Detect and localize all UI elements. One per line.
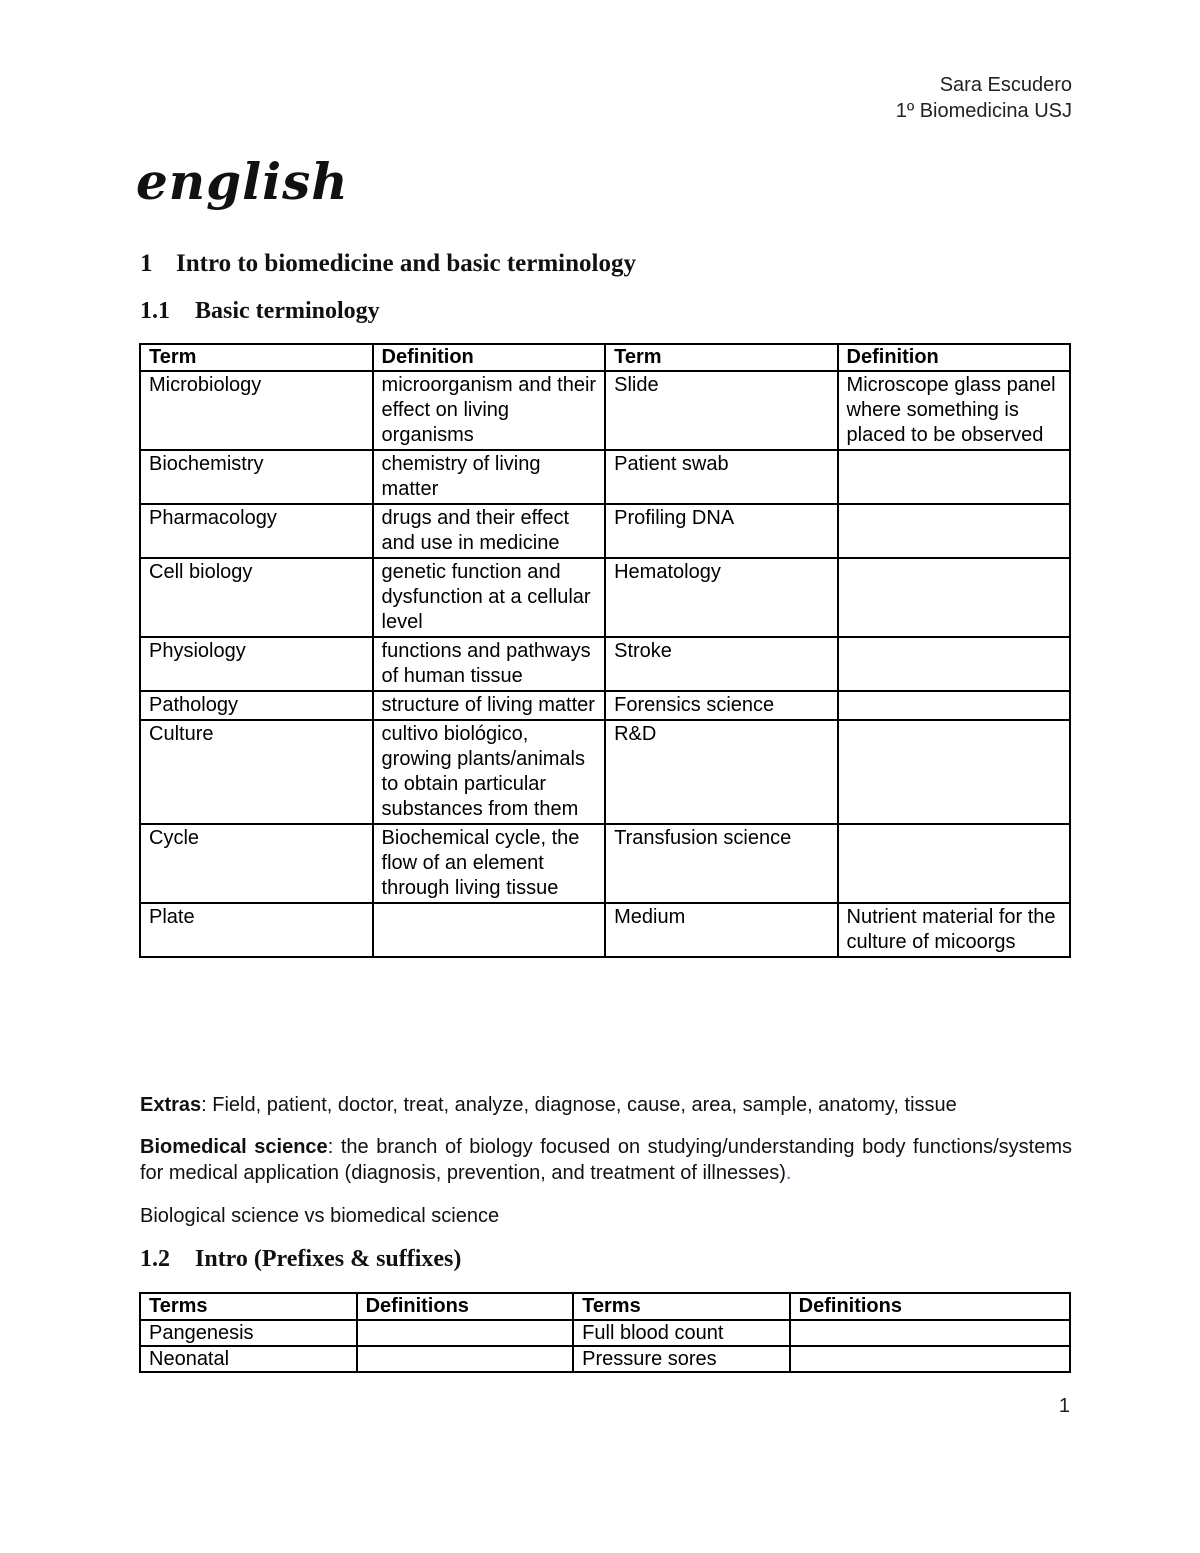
definition-cell: drugs and their effect and use in medicine [373,504,606,558]
definition-cell [838,637,1070,691]
author-name: Sara Escudero [939,74,1072,96]
table-row [140,637,1070,691]
column-header-terms: Terms [573,1293,789,1320]
term-cell: Cycle [140,824,373,903]
section-1-heading [140,250,636,278]
section-1-1-number: 1.1 [140,298,170,324]
definition-cell: chemistry of living matter [373,450,606,504]
definition-cell [838,824,1070,903]
term-cell: Pharmacology [140,504,373,558]
term-cell: Forensics science [605,691,837,720]
column-header-terms: Terms [140,1293,357,1320]
definition-cell [838,558,1070,637]
term-cell: Neonatal [140,1346,357,1372]
definition-cell: Nutrient material for the culture of micoorgs [838,903,1070,957]
section-1-2-heading [140,1246,461,1273]
term-cell: Biochemistry [140,450,373,504]
term-cell: Profiling DNA [605,504,837,558]
definition-cell [838,720,1070,824]
course-name: 1º Biomedicina USJ [895,100,1072,122]
page-header [896,72,1072,124]
basic-terminology-table [139,343,1071,958]
section-1-1-title: Basic terminology [195,298,380,324]
term-cell: Cell biology [140,558,373,637]
table-header-row [140,344,1070,371]
definition-cell [838,450,1070,504]
term-cell: R&D [605,720,837,824]
term-cell: Physiology [140,637,373,691]
definition-cell [790,1320,1070,1346]
definition-cell [838,691,1070,720]
definition-cell: Microscope glass panel where something is placed to be observed [838,371,1070,450]
biomedical-science-paragraph [140,1134,1072,1186]
definition-cell [838,504,1070,558]
table-row [140,504,1070,558]
column-header-definitions: Definitions [790,1293,1070,1320]
biomedical-end: . [785,1162,792,1184]
prefixes-suffixes-table [139,1292,1071,1373]
extras-label: Extras [140,1094,202,1116]
table-row [140,824,1070,903]
table-row [140,558,1070,637]
table-row [140,691,1070,720]
definition-cell [357,1320,574,1346]
document-title: english [136,152,349,211]
biomedical-text: : the branch of biology focused on studying/understanding body functions/systems for medical application (diagnosis, prevention, and treatment of illnesses) [140,1136,1072,1184]
term-cell: Patient swab [605,450,837,504]
column-header-definition: Definition [838,344,1070,371]
table-header-row [140,1293,1070,1320]
term-cell: Pangenesis [140,1320,357,1346]
table-row [140,371,1070,450]
definition-cell: Biochemical cycle, the flow of an element through living tissue [373,824,606,903]
bio-vs-paragraph: Biological science vs biomedical science [140,1205,500,1227]
definition-cell: cultivo biológico, growing plants/animals to obtain particular substances from them [373,720,606,824]
section-1-title: Intro to biomedicine and basic terminology [176,250,636,277]
section-1-2-title: Intro (Prefixes & suffixes) [195,1246,462,1272]
definition-cell: structure of living matter [373,691,606,720]
term-cell: Stroke [605,637,837,691]
definition-cell: microorganism and their effect on living organisms [373,371,606,450]
term-cell: Full blood count [573,1320,789,1346]
section-1-number: 1 [140,250,153,277]
term-cell: Transfusion science [605,824,837,903]
section-1-1-heading [140,298,380,325]
term-cell: Hematology [605,558,837,637]
term-cell: Culture [140,720,373,824]
definition-cell [790,1346,1070,1372]
table-row [140,903,1070,957]
column-header-definition: Definition [373,344,606,371]
definition-cell [373,903,606,957]
column-header-term: Term [140,344,373,371]
extras-paragraph [140,1092,1072,1118]
section-1-2-number: 1.2 [140,1246,170,1272]
term-cell: Pathology [140,691,373,720]
term-cell: Microbiology [140,371,373,450]
term-cell: Plate [140,903,373,957]
extras-text: : Field, patient, doctor, treat, analyze, diagnose, cause, area, sample, anatomy, tissue [201,1094,957,1116]
definition-cell [357,1346,574,1372]
definition-cell: genetic function and dysfunction at a cellular level [373,558,606,637]
term-cell: Pressure sores [573,1346,789,1372]
column-header-term: Term [605,344,837,371]
table-row [140,450,1070,504]
term-cell: Medium [605,903,837,957]
term-cell: Slide [605,371,837,450]
table-row [140,720,1070,824]
table-row [140,1346,1070,1372]
table-row [140,1320,1070,1346]
definition-cell: functions and pathways of human tissue [373,637,606,691]
biomedical-label: Biomedical science [140,1136,328,1158]
page-number: 1 [1058,1395,1070,1417]
column-header-definitions: Definitions [357,1293,574,1320]
